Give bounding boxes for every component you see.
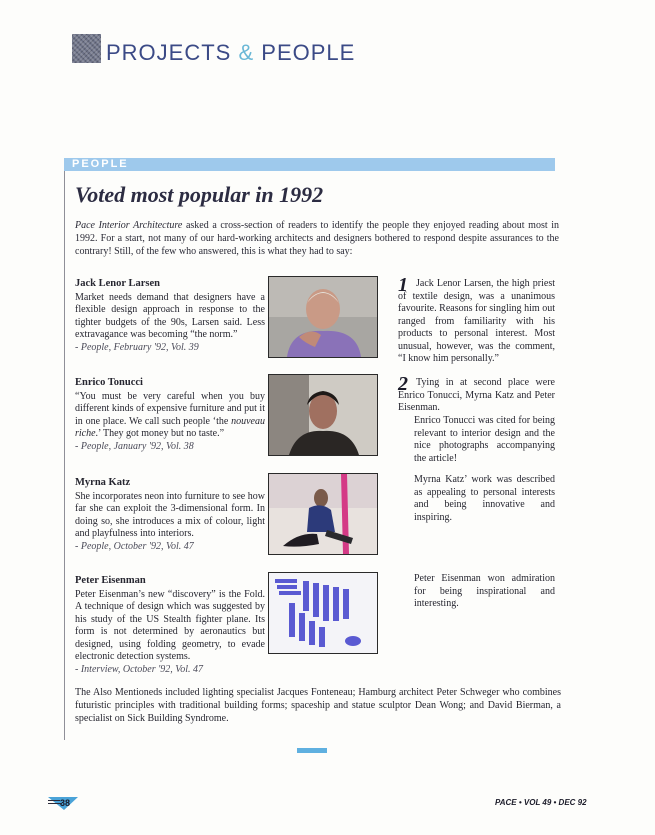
entry-body-text-end: .’ They got money but no taste.” xyxy=(95,428,225,439)
section-title-ampersand: & xyxy=(238,40,255,65)
architecture-model-image xyxy=(269,573,377,653)
also-mentioned-paragraph: The Also Mentioneds included lighting specialist Jacques Fonteneau; Hamburg architect Peter Schweger who combines futuristic principles with traditional building forms; spaceship and statue sculptor Dean Wong; and David Bierman, a specialist on Sick Building Syndrome. xyxy=(75,687,561,724)
article-headline: Voted most popular in 1992 xyxy=(75,182,324,207)
portrait-image xyxy=(269,277,377,357)
section-title-projects: PROJECTS xyxy=(106,40,232,65)
entry-body: Market needs demand that designers have a flexible design approach in response to the tighter budgets of the 90s, Larsen said. Less extravagance was becoming “the norm.” xyxy=(75,291,265,340)
entry-body-italic: nouveau riche xyxy=(75,415,265,439)
entry-name: Jack Lenor Larsen xyxy=(75,278,160,289)
note-myrna-katz: Myrna Katz’ work was described as appealing to personal interests and being innovative and inspiring. xyxy=(414,474,555,523)
article-end-mark xyxy=(297,748,327,753)
section-title-people: PEOPLE xyxy=(261,40,356,65)
entry-body-text: “You must be very careful when you buy different kinds of expensive furniture and put it in one place. We call such people ‘the xyxy=(75,390,265,427)
intro-publication-name: Pace Interior Architecture xyxy=(75,220,183,231)
entry-source: - People, February '92, Vol. 39 xyxy=(75,341,199,353)
portrait-image xyxy=(269,375,377,455)
entry-source: - People, January '92, Vol. 38 xyxy=(75,440,194,452)
entry-enrico-tonucci xyxy=(75,377,265,453)
article-intro xyxy=(75,219,559,258)
intro-text: asked a cross-section of readers to identify the people they enjoyed reading about most in 1992. For a start, not many of our hard-working architects and designers bothered to respond despite assurances to the contrary! Still, of the few who answered, this is what they had to say: xyxy=(75,220,560,257)
entry-name: Myrna Katz xyxy=(75,477,131,488)
entry-jack-lenor-larsen xyxy=(75,278,265,354)
entry-name: Enrico Tonucci xyxy=(75,377,143,388)
section-logo-square xyxy=(72,34,101,63)
note-peter-eisenman: Peter Eisenman won admiration for being inspirational and interesting. xyxy=(414,573,555,609)
photo-myrna-katz xyxy=(268,473,378,555)
note-text: Tying in at second place were Enrico Tonucci, Myrna Katz and Peter Eisenman. xyxy=(398,377,555,413)
section-title xyxy=(106,41,355,65)
photo-jack-lenor-larsen xyxy=(268,276,378,358)
section-label-bar xyxy=(64,158,555,171)
entry-body xyxy=(75,391,265,441)
entry-peter-eisenman xyxy=(75,575,265,676)
note-rank-2 xyxy=(398,373,555,415)
publication-line: PACE • VOL 49 • DEC 92 xyxy=(495,798,587,807)
portrait-image xyxy=(269,474,377,554)
note-text: Jack Lenor Larsen, the high priest of textile design, was a unanimous favourite. Reasons for singling him out ranged from familiarity with his products to personal interest. Most unusual, however, was the comment, “I know him personally.” xyxy=(398,278,555,364)
photo-enrico-tonucci xyxy=(268,374,378,456)
note-enrico-tonucci: Enrico Tonucci was cited for being relevant to interior design and the nice photographs accompanying the article! xyxy=(414,415,555,464)
note-rank-1 xyxy=(398,274,555,366)
entry-source: - Interview, October '92, Vol. 47 xyxy=(75,663,204,675)
page-number: 38 xyxy=(60,798,71,808)
rank-number: 1 xyxy=(398,274,408,296)
left-column-rule xyxy=(64,162,65,740)
section-label: PEOPLE xyxy=(72,158,129,170)
entry-source: - People, October '92, Vol. 47 xyxy=(75,540,194,552)
entry-body: Peter Eisenman’s new “discovery” is the Fold. A technique of design which was suggested by his study of the US Stealth fighter plane. Its form is not determined by aeronautics but designed, using folding geometry, to evade electronic detection systems. xyxy=(75,588,265,662)
rank-number: 2 xyxy=(398,373,408,395)
entry-body: She incorporates neon into furniture to see how far she can exploit the 3-dimensional form. In doing so, she introduces a mix of colour, light and playfulness into interiors. xyxy=(75,490,265,539)
entry-myrna-katz xyxy=(75,477,265,553)
photo-peter-eisenman-model xyxy=(268,572,378,654)
entry-name: Peter Eisenman xyxy=(75,575,146,586)
